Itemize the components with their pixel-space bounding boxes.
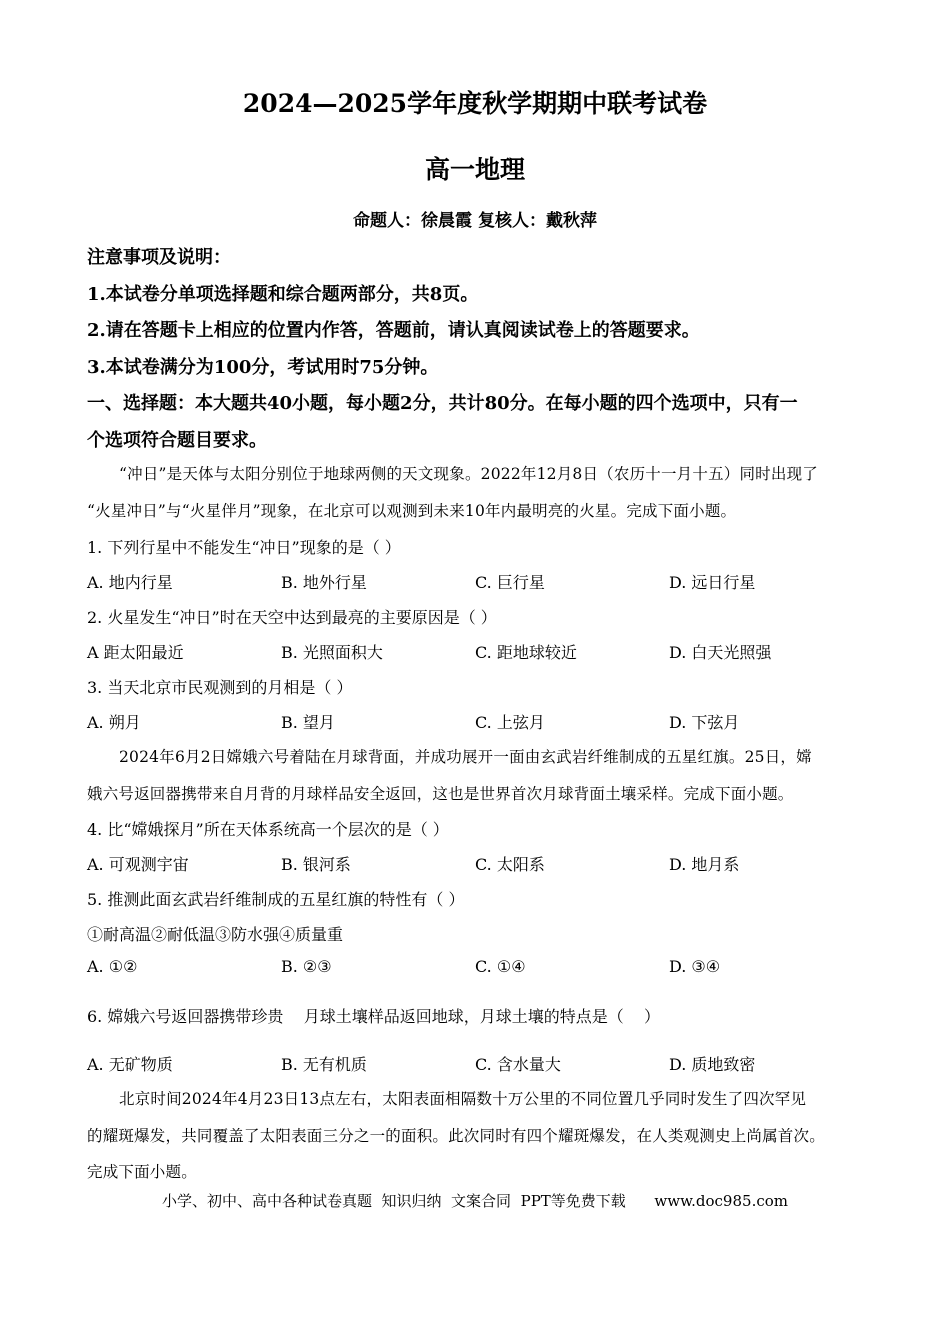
option-d: D. ③④ (669, 957, 721, 976)
option-c: C. ①④ (475, 957, 526, 976)
option-b: B. 银河系 (281, 855, 351, 874)
question-stem: 6. 嫦娥六号返回器携带珍贵 月球土壤样品返回地球，月球土壤的特点是（ ） (87, 1007, 661, 1026)
option-c: C. 含水量大 (475, 1055, 561, 1074)
option-d: D. 下弦月 (669, 713, 740, 732)
option-b: B. 无有机质 (281, 1055, 367, 1074)
option-d: D. 地月系 (669, 855, 740, 874)
note-item: 2.请在答题卡上相应的位置内作答，答题前，请认真阅读试卷上的答题要求。 (87, 320, 700, 341)
exam-subject: 高一地理 (424, 155, 525, 184)
option-a: A 距太阳最近 (87, 643, 184, 662)
passage-line: 北京时间2024年4月23日13点左右，太阳表面相隔数十万公里的不同位置几乎同时发生了四次罕见 (119, 1090, 807, 1108)
option-a: A. ①② (87, 957, 138, 976)
option-b: B. 光照面积大 (281, 643, 383, 662)
question-stem: 3. 当天北京市民观测到的月相是（ ） (87, 678, 353, 697)
question-stem: 5. 推测此面玄武岩纤维制成的五星红旗的特性有（ ） (87, 890, 465, 909)
section-heading: 一、选择题：本大题共40小题，每小题2分，共计80分。在每小题的四个选项中，只有一 (87, 393, 798, 414)
option-a: A. 可观测宇宙 (87, 855, 189, 874)
option-c: C. 巨行星 (475, 573, 545, 592)
option-d: D. 远日行星 (669, 573, 756, 592)
option-a: A. 无矿物质 (87, 1055, 173, 1074)
option-c: C. 距地球较近 (475, 643, 577, 662)
option-d: D. 质地致密 (669, 1055, 756, 1074)
question-stem: 1. 下列行星中不能发生“冲日”现象的是（ ） (87, 538, 401, 557)
exam-title: 2024—2025学年度秋学期期中联考试卷 (242, 89, 708, 118)
passage-line: “冲日”是天体与太阳分别位于地球两侧的天文现象。2022年12月8日（农历十一月十五）同时出现了 (119, 465, 818, 483)
question-statements: ①耐高温②耐低温③防水强④质量重 (87, 925, 344, 944)
passage-line: 娥六号返回器携带来自月背的月球样品安全返回，这也是世界首次月球背面土壤采样。完成下面小题。 (87, 785, 794, 803)
notes-heading: 注意事项及说明： (87, 247, 231, 268)
option-a: A. 朔月 (87, 713, 141, 732)
note-item: 3.本试卷满分为100分，考试用时75分钟。 (87, 357, 439, 378)
option-c: C. 太阳系 (475, 855, 545, 874)
option-d: D. 白天光照强 (669, 643, 772, 662)
exam-authors: 命题人：徐晨霞 复核人：戴秋萍 (353, 211, 597, 231)
option-a: A. 地内行星 (87, 573, 173, 592)
option-b: B. 望月 (281, 713, 335, 732)
note-item: 1.本试卷分单项选择题和综合题两部分，共8页。 (87, 284, 479, 305)
passage-line: 完成下面小题。 (87, 1163, 197, 1181)
option-c: C. 上弦月 (475, 713, 545, 732)
passage-line: 的耀斑爆发，共同覆盖了太阳表面三分之一的面积。此次同时有四个耀斑爆发，在人类观测史上尚属首次。 (87, 1127, 825, 1145)
footer-watermark: 小学、初中、高中各种试卷真题 知识归纳 文案合同 PPT等免费下载 www.doc985.com (161, 1192, 788, 1210)
passage-line: “火星冲日”与“火星伴月”现象，在北京可以观测到未来10年内最明亮的火星。完成下面小题。 (87, 502, 737, 520)
section-heading-cont: 个选项符合题目要求。 (87, 430, 267, 451)
question-stem: 4. 比“嫦娥探月”所在天体系统高一个层次的是（ ） (87, 820, 449, 839)
passage-line: 2024年6月2日嫦娥六号着陆在月球背面，并成功展开一面由玄武岩纤维制成的五星红旗。25日，嫦 (119, 748, 812, 766)
option-b: B. ②③ (281, 957, 332, 976)
question-stem: 2. 火星发生“冲日”时在天空中达到最亮的主要原因是（ ） (87, 608, 497, 627)
option-b: B. 地外行星 (281, 573, 367, 592)
